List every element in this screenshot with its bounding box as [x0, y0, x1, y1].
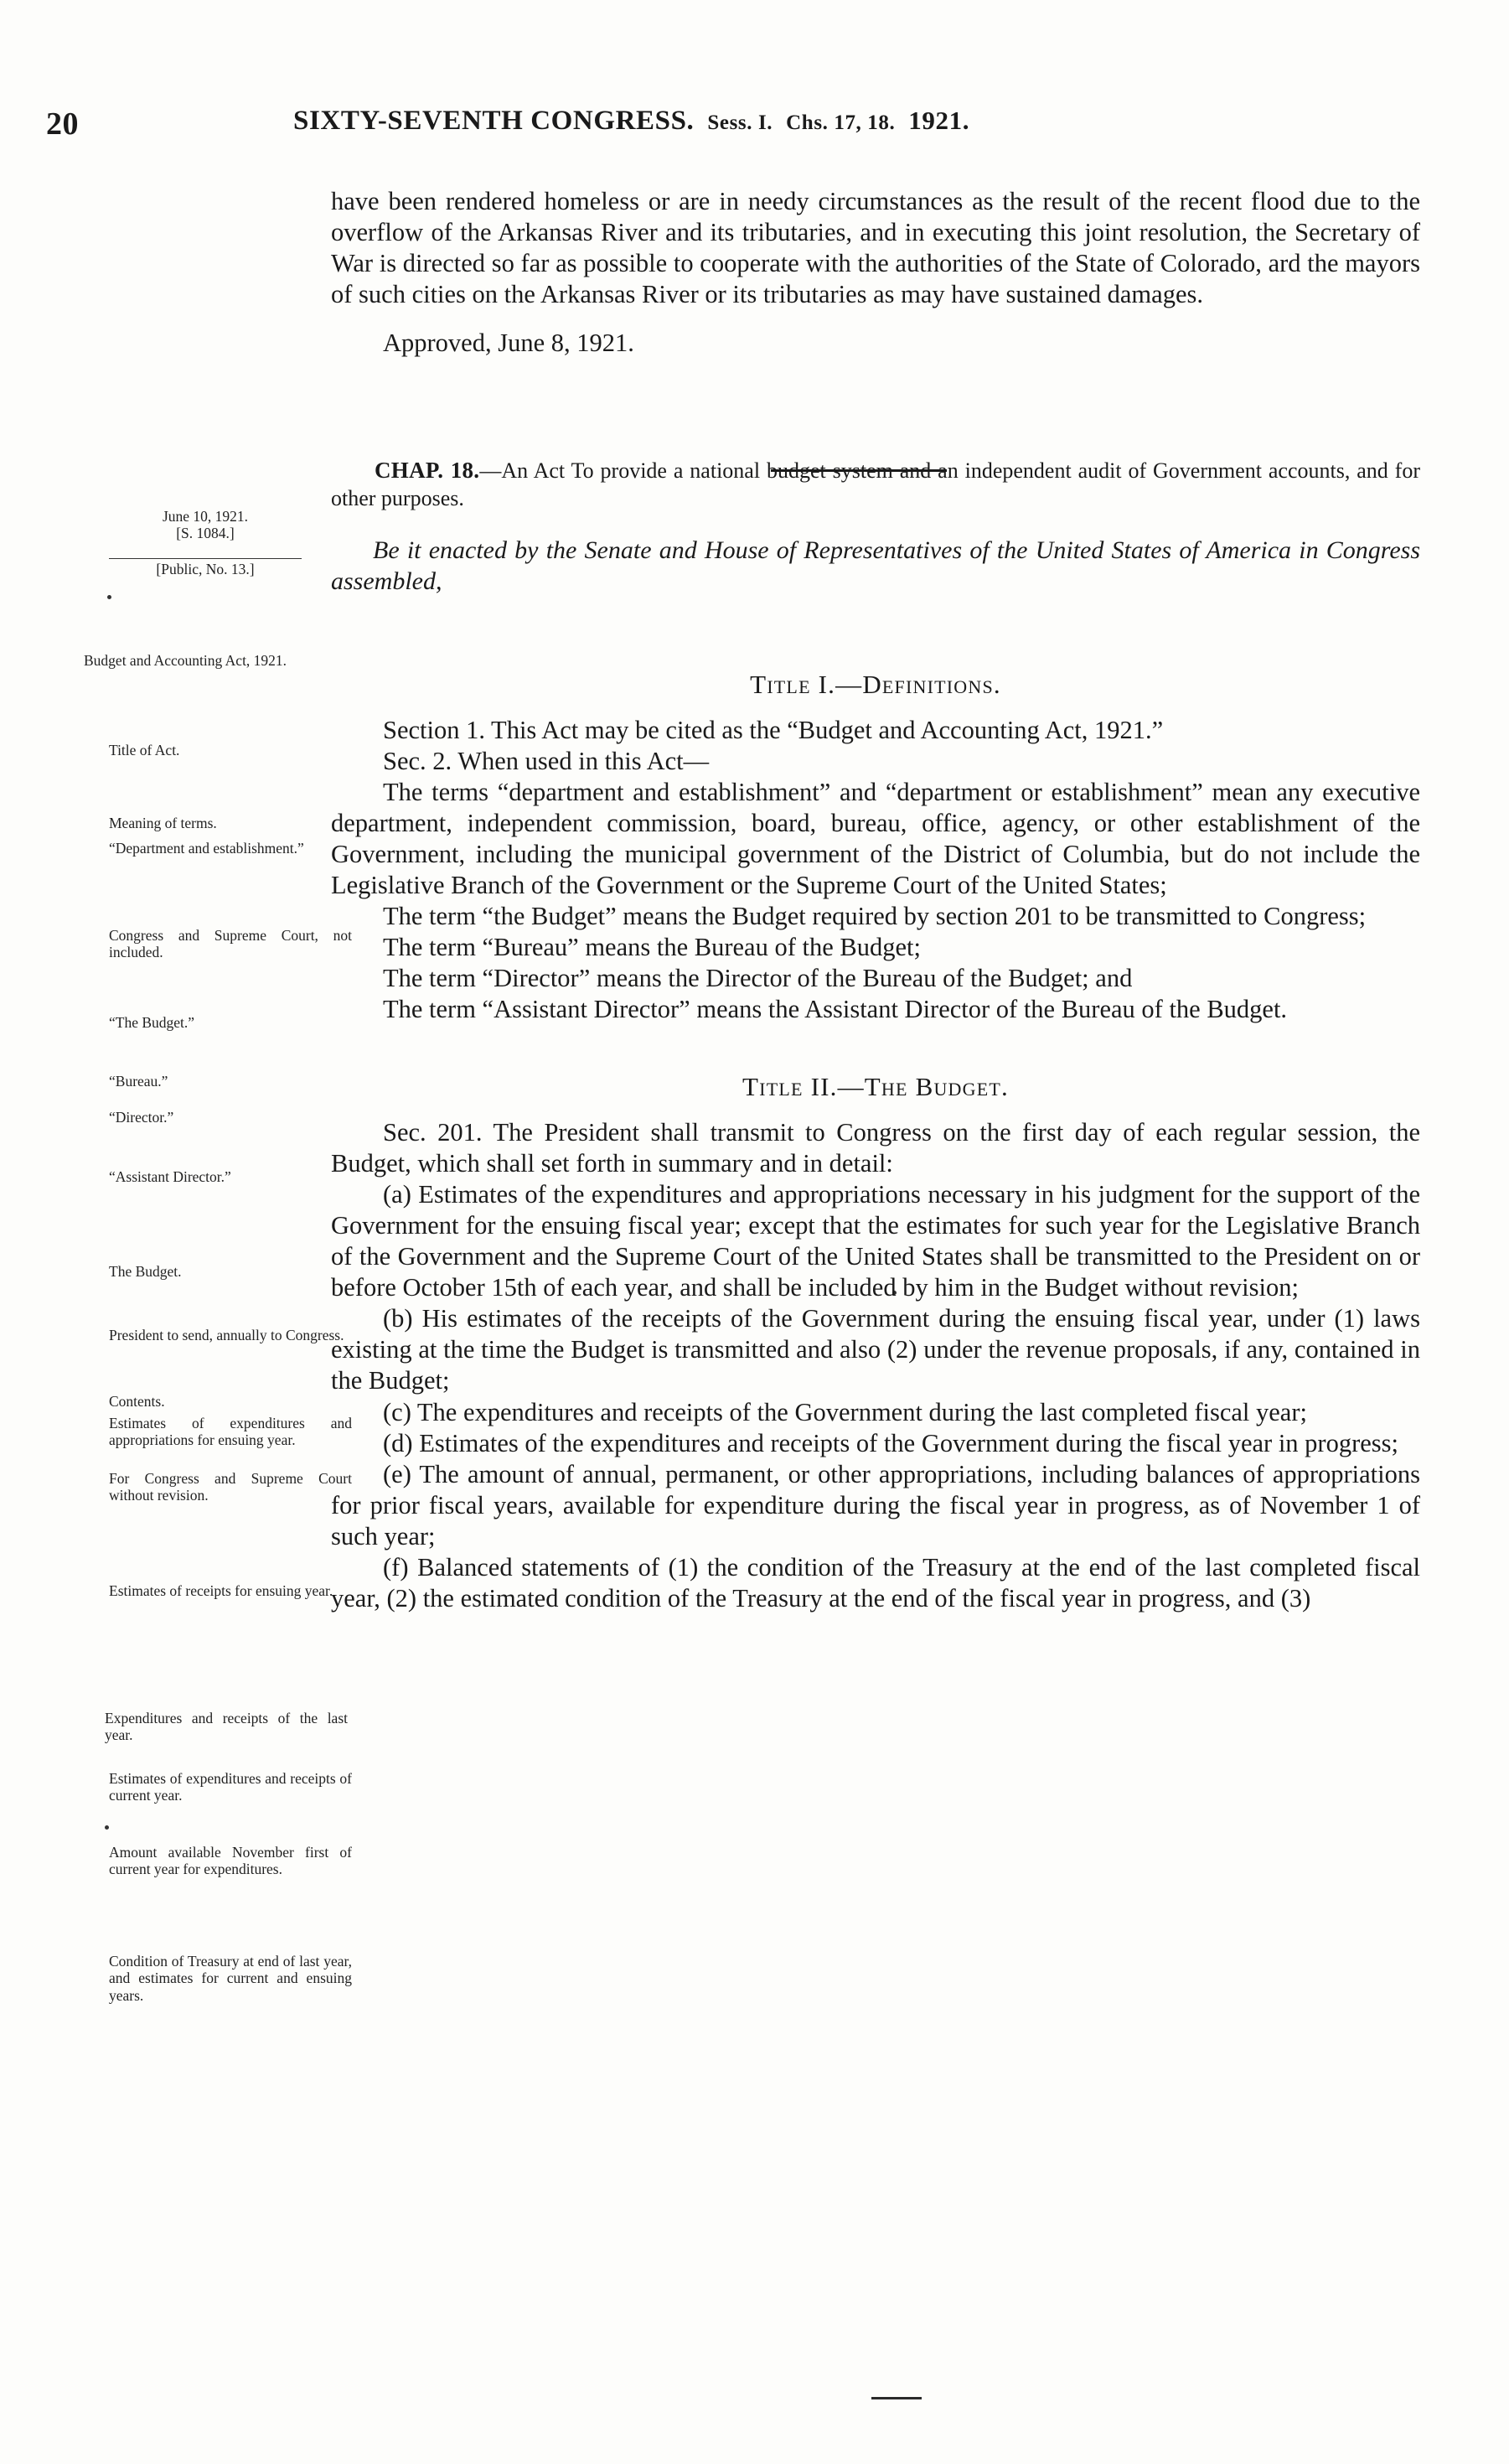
year-label: 1921. [908, 106, 970, 135]
sidenote-date-line1: June 10, 1921. [162, 508, 249, 525]
sidenote-amount-available-november: Amount available November first of current year for expenditures. [109, 1844, 352, 1878]
sidenote-estimates-expenditures: Estimates of expenditures and appropriations for ensuing year. [109, 1415, 352, 1449]
page-header [0, 99, 1509, 149]
running-title: SIXTY-SEVENTH CONGRESS. [293, 106, 695, 136]
chapter-title: —An Act To provide a national budget system and an independent audit of Government accounts, and for other purposes. [331, 458, 1420, 510]
sidenote-bureau-quoted: “Bureau.” [109, 1073, 168, 1090]
section-2-lead: Sec. 2. When used in this Act— [383, 746, 710, 775]
sidenote-the-budget-quoted: “The Budget.” [109, 1014, 195, 1031]
title-1-heading: Title I.—Definitions. [750, 669, 1001, 699]
sidenote-date [84, 508, 327, 542]
item-d: (d) Estimates of the expenditures and receipts of the Government during the fiscal year in progress; [383, 1428, 1398, 1457]
item-a: (a) Estimates of the expenditures and appropriations necessary in his judgment for the support of the Government for the ensuing fiscal year; except that the estimates for such year for the Legislative Branch of the Government and the Supreme Court of the United States shall be transmitted to the President on or before October 15th of each year, and shall be included by him in the Budget without revision; [331, 1180, 1420, 1302]
item-e: (e) The amount of annual, permanent, or other appropriations, including balances of appropriations for prior fiscal years, available for expenditure during the fiscal year in progress, as of November 1 of such year; [331, 1459, 1420, 1550]
item-c: (c) The expenditures and receipts of the Government during the last completed fiscal year; [383, 1397, 1307, 1426]
sidenote-public-no: [Public, No. 13.] [109, 558, 302, 577]
item-f: (f) Balanced statements of (1) the condition of the Treasury at the end of the last completed fiscal year, (2) the estimated condition of the Treasury at the end of the fiscal year in progress, and (3) [331, 1552, 1420, 1612]
definition-assistant-director: The term “Assistant Director” means the Assistant Director of the Bureau of the Budget. [383, 995, 1288, 1024]
sidenote-condition-treasury: Condition of Treasury at end of last year, and estimates for current and ensuing years. [109, 1953, 352, 2004]
sidenote-expenditures-receipts-last-year: Expenditures and receipts of the last year. [105, 1710, 348, 1744]
chapter-number: CHAP. 18. [375, 458, 480, 484]
sidenote-act-short-title: Budget and Accounting Act, 1921. [84, 652, 287, 669]
session-label: Sess. I. [707, 111, 773, 134]
item-b: (b) His estimates of the receipts of the Government during the ensuing fiscal year, under (1) laws existing at the time the Budget is transmitted and also (2) under the revenue proposals, if any, contained in the Budget; [331, 1304, 1420, 1395]
page-number: 20 [46, 106, 79, 142]
chapters-label: Chs. 17, 18. [786, 111, 896, 134]
title-2-heading: Title II.—The Budget. [742, 1072, 1009, 1102]
enacting-clause-text: Be it enacted by the Senate and House of Representatives of the United States of America in Congress assembled, [331, 536, 1420, 596]
section-201: Sec. 201. The President shall transmit to Congress on the first day of each regular session, the Budget, which shall set forth in summary and in detail: [331, 1118, 1420, 1178]
sidenote-bill-number: [S. 1084.] [176, 525, 235, 542]
paragraph-continuation: have been rendered homeless or are in needy circumstances as the result of the recent flood due to the overflow of the Arkansas River and its tributaries, and in executing this joint resolution, the Secretary of War is directed so far as possible to cooperate with the authorities of the State of Colorado, ard the mayors of such cities on the Arkansas River or its tributaries as may have sustained damages. [331, 187, 1420, 309]
chapter-heading-block [331, 457, 1420, 512]
scan-speck-icon [105, 1825, 109, 1830]
running-head [293, 106, 969, 137]
bottom-scan-mark [871, 2397, 922, 2399]
definition-department-establishment: The terms “department and establishment” and “department or establishment” mean any executive department, independent commission, board, bureau, office, agency, or other establishment of the Government, including the municipal government of the District of Columbia, but do not include the Legislative Branch of the Government or the Supreme Court of the United States; [331, 777, 1420, 899]
sidenote-contents: Contents. [109, 1393, 165, 1410]
definition-bureau: The term “Bureau” means the Bureau of the Budget; [383, 932, 921, 961]
sidenote-meaning-of-terms: Meaning of terms. [109, 815, 217, 831]
sidenote-estimates-current-year: Estimates of expenditures and receipts of current year. [109, 1770, 352, 1804]
body-column [331, 186, 1420, 1614]
definition-director: The term “Director” means the Director of the Bureau of the Budget; and [383, 964, 1133, 992]
sidenote-estimates-receipts: Estimates of receipts for ensuing year. [109, 1582, 333, 1599]
sidenote-director-quoted: “Director.” [109, 1109, 174, 1126]
approved-line: Approved, June 8, 1921. [383, 329, 634, 358]
sidenote-congress-supreme-court: Congress and Supreme Court, not included. [109, 927, 352, 961]
sidenote-department-establishment: “Department and establishment.” [109, 840, 304, 857]
scan-speck-icon [107, 595, 111, 599]
sidenote-title-of-act: Title of Act. [109, 742, 180, 758]
enacting-clause [331, 536, 1420, 597]
definition-the-budget: The term “the Budget” means the Budget required by section 201 to be transmitted to Congress; [383, 901, 1367, 930]
sidenote-president-to-send: President to send, annually to Congress. [109, 1327, 344, 1343]
sidenote-assistant-director-quoted: “Assistant Director.” [109, 1168, 231, 1185]
sidenote-the-budget: The Budget. [109, 1263, 182, 1280]
sidenote-congress-supreme-court-without-revision: For Congress and Supreme Court without revision. [109, 1470, 352, 1504]
section-1: Section 1. This Act may be cited as the “Budget and Accounting Act, 1921.” [383, 715, 1164, 744]
